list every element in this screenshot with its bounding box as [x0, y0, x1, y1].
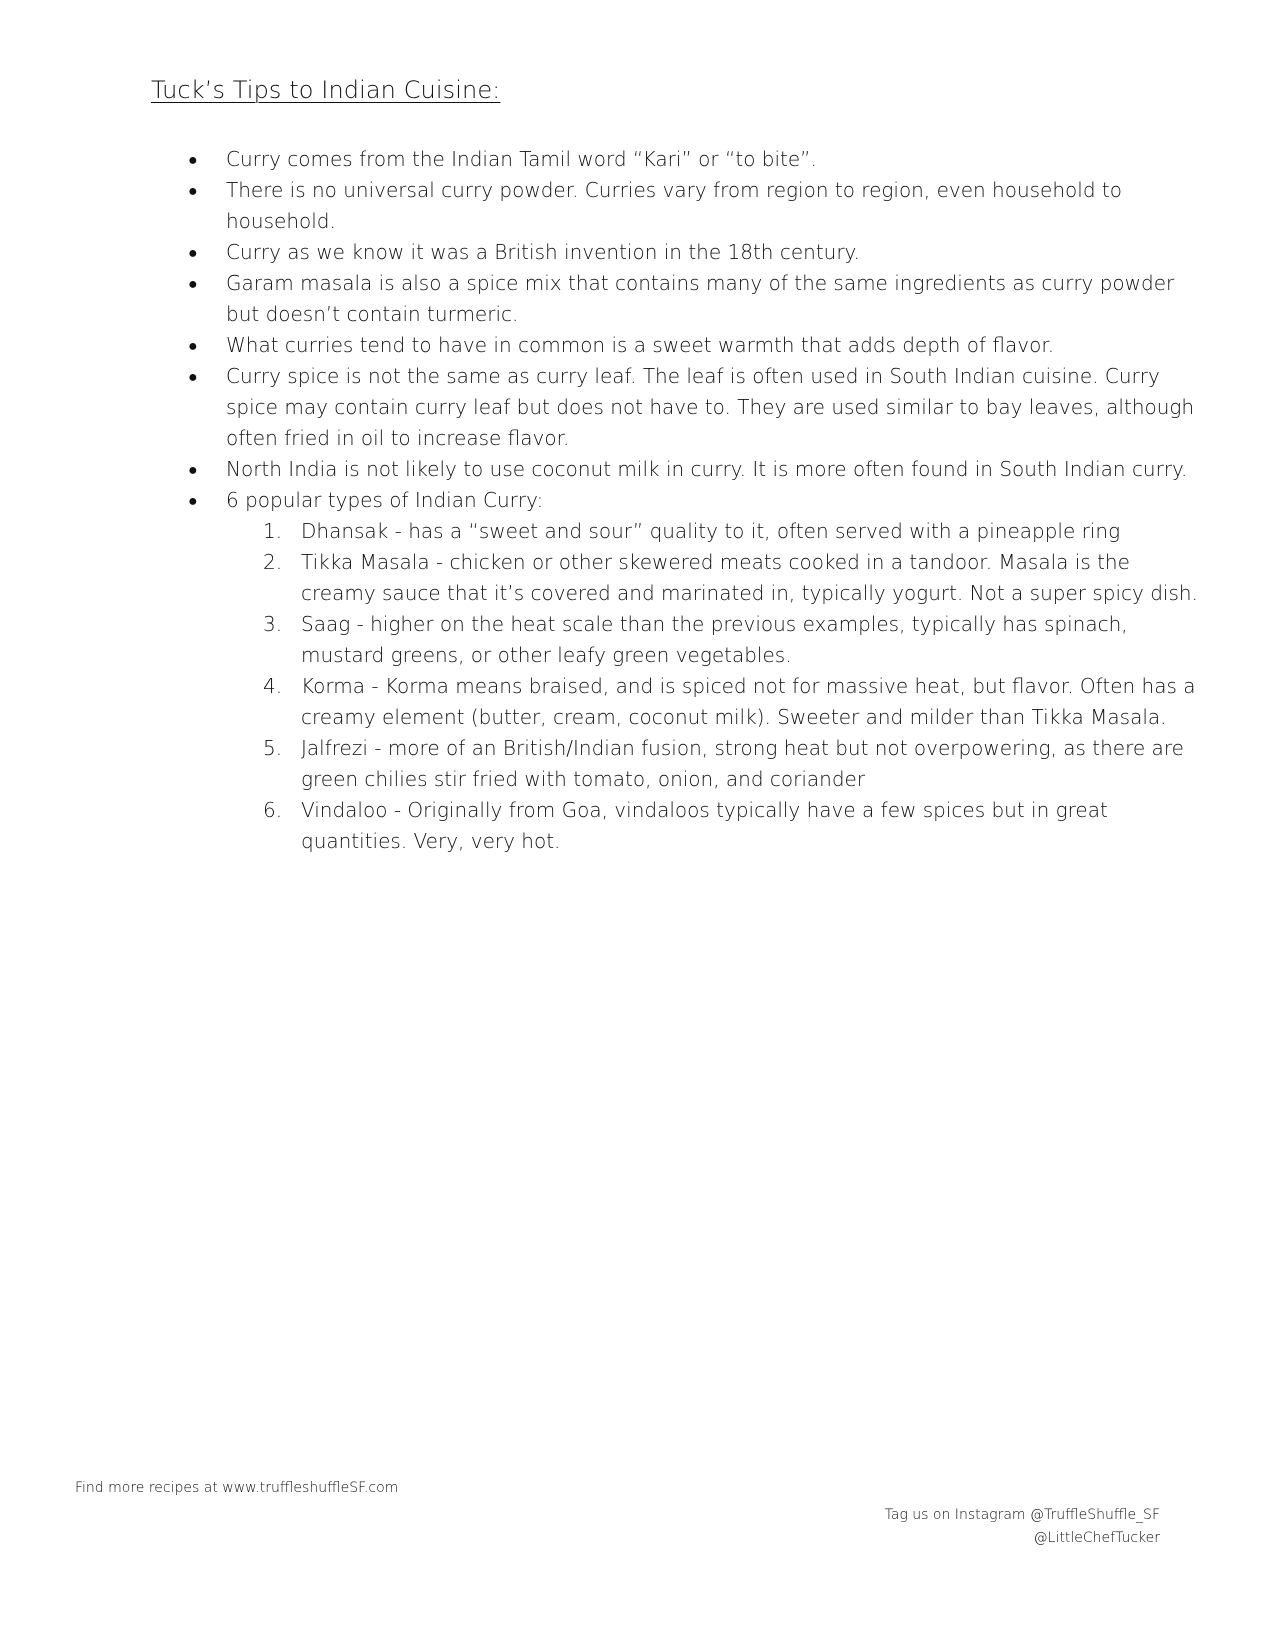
bullet-icon: ●	[188, 460, 198, 479]
list-item	[188, 361, 1198, 454]
list-item	[188, 454, 1198, 485]
tip-text: Curry spice is not the same as curry leaf. The leaf is often used in South Indian cuisine. Curry spice may contain curry leaf but does not have to. They are used similar to bay leaves, although often fried in oil to increase flavor.	[226, 364, 1195, 450]
bullet-icon: ●	[188, 491, 198, 510]
tip-text: 6 popular types of Indian Curry:	[226, 488, 544, 512]
bullet-icon: ●	[188, 336, 198, 355]
bullet-icon: ●	[188, 150, 198, 169]
list-item	[263, 516, 1198, 547]
curry-type-text: Tikka Masala - chicken or other skewered meats cooked in a tandoor. Masala is the creamy sauce that it’s covered and marinated in, typically yogurt. Not a super spicy dish.	[301, 550, 1198, 605]
curry-type-text: Saag - higher on the heat scale than the previous examples, typically has spinach, mustard greens, or other leafy green vegetables.	[301, 612, 1128, 667]
bullet-icon: ●	[188, 367, 198, 386]
tips-list	[188, 144, 1198, 857]
bullet-icon: ●	[188, 243, 198, 262]
list-item	[188, 268, 1198, 330]
list-item	[263, 733, 1198, 795]
tip-text: Garam masala is also a spice mix that contains many of the same ingredients as curry powder but doesn’t contain turmeric.	[226, 271, 1175, 326]
footer-website-text: Find more recipes at www.truffleshuffleSF.com	[75, 1480, 399, 1496]
list-item	[188, 330, 1198, 361]
tip-text: Curry comes from the Indian Tamil word “Kari” or “to bite”.	[226, 147, 817, 171]
curry-types-list	[263, 516, 1198, 857]
list-item	[188, 175, 1198, 237]
list-item	[188, 144, 1198, 175]
list-number: 4.	[263, 674, 283, 698]
tip-text: Curry as we know it was a British invention in the 18th century.	[226, 240, 860, 264]
list-item	[263, 547, 1198, 609]
curry-type-text: Jalfrezi - more of an British/Indian fusion, strong heat but not overpowering, as there are green chilies stir fried with tomato, onion, and coriander	[301, 736, 1184, 791]
list-item	[188, 485, 1198, 516]
bullet-icon: ●	[188, 274, 198, 293]
list-number: 2.	[263, 550, 283, 574]
footer-instagram-handle: @LittleChefTucker	[1033, 1530, 1160, 1546]
list-number: 1.	[263, 519, 283, 543]
list-item	[263, 671, 1198, 733]
list-number: 6.	[263, 798, 283, 822]
curry-type-text: Korma - Korma means braised, and is spiced not for massive heat, but flavor. Often has a creamy element (butter, cream, coconut milk). Sweeter and milder than Tikka Masala.	[301, 674, 1196, 729]
list-item	[263, 795, 1198, 857]
tip-text: What curries tend to have in common is a sweet warmth that adds depth of flavor.	[226, 333, 1055, 357]
footer-instagram	[885, 1504, 1160, 1550]
bullet-icon: ●	[188, 181, 198, 200]
page-title: Tuck’s Tips to Indian Cuisine:	[151, 76, 501, 104]
curry-type-text: Vindaloo - Originally from Goa, vindaloos typically have a few spices but in great quantities. Very, very hot.	[301, 798, 1108, 853]
footer-instagram-line: Tag us on Instagram @TruffleShuffle_SF	[884, 1507, 1160, 1523]
list-number: 5.	[263, 736, 283, 760]
tip-text: There is no universal curry powder. Curries vary from region to region, even household to household.	[226, 178, 1122, 233]
tip-text: North India is not likely to use coconut milk in curry. It is more often found in South Indian curry.	[226, 457, 1188, 481]
curry-type-text: Dhansak - has a “sweet and sour” quality to it, often served with a pineapple ring	[301, 519, 1121, 543]
list-number: 3.	[263, 612, 283, 636]
list-item	[263, 609, 1198, 671]
list-item	[188, 237, 1198, 268]
